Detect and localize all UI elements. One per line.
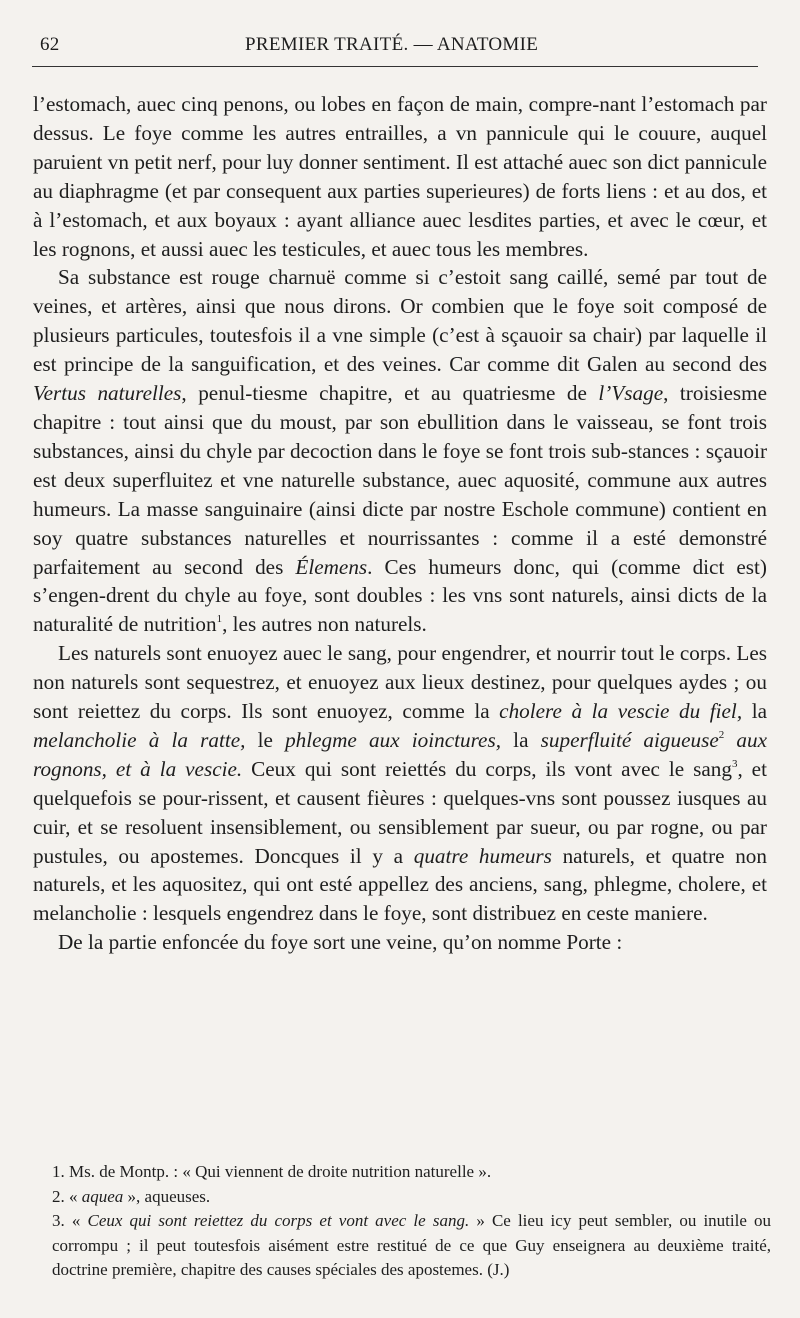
footnote-3 — [34, 1209, 771, 1283]
italic-title: Vertus naturelles — [33, 381, 182, 406]
text-run: Les naturels sont enuoyez auec le sang, pour engendrer, et nourrir tout le corps. Les non naturels sont sequestrez, et enuoyez aux lieux destinez, pour quelques aydes ; ou sont reiettez du corps. Ils sont enuoyez, comme la — [33, 641, 767, 724]
text-run: » Ce lieu icy peut sembler, ou inutile ou corrompu ; il peut toutesfois aisément estre restitué de ce que Guy enseignera au deuxième traité, doctrine première, chapitre des causes spéciales des apostemes. (J.) — [52, 1211, 772, 1279]
text-run: Sa substance est rouge charnuë comme si c’estoit sang caillé, semé par tout de veines, et artères, ainsi que nous dirons. Or combien que le foye soit composé de plusieurs particules, toutesfois il a vne simple (c’est à sçauoir sa chair) par laquelle il est principe de la sanguification, et des veines. Car comme dit Galen au second des — [33, 265, 767, 377]
italic-phrase: quatre humeurs — [413, 843, 552, 868]
page-number: 62 — [40, 34, 60, 55]
text-run: , penul-tiesme chapitre, et au quatriesme de — [181, 381, 599, 406]
italic-phrase: aquea — [81, 1186, 124, 1206]
text-run: 2. « — [52, 1186, 82, 1206]
paragraph-1: l’estomach, auec cinq penons, ou lobes en façon de main, compre-nant l’estomach par dessus. Le foye comme les autres entrailles, a vn pannicule qui le couure, auquel paruient vn petit nerf, pour luy donner sentiment. Il est attaché auec son dict pannicule au diaphragme (et par consequent aux parties superieures) de forts liens : et au dos, et à l’estomach, et aux boyaux : ayant alliance auec lesdites parties, et avec le cœur, et les rognons, et aussi auec les testicules, et auec tous les membres. — [33, 92, 767, 261]
footnote-marker: 1 — [216, 613, 223, 626]
text-run: , et quelquefois se pour-rissent, et causent fièures : quelques-vns sont poussez iusques au cuir, et se resoluent insensiblement, ou sensiblement par sueur, ou par rogne, ou par pustules, ou apostemes. Doncques il y a — [33, 756, 767, 868]
paragraph-2 — [33, 263, 767, 639]
italic-title: l’Vsage — [598, 381, 664, 406]
running-header — [32, 34, 758, 62]
paragraph-3 — [33, 639, 767, 928]
text-run: , les autres non naturels. — [222, 612, 427, 637]
footnote-2 — [34, 1185, 771, 1210]
main-text — [33, 90, 767, 957]
header-rule — [32, 66, 758, 67]
footnotes — [34, 1160, 771, 1283]
paragraph-4: De la partie enfoncée du foye sort une veine, qu’on nomme Porte : — [58, 930, 623, 955]
running-title: PREMIER TRAITÉ. — ANATOMIE — [245, 34, 539, 55]
text-run: naturels, et quatre non naturels, et les aquositez, qui ont esté appellez des anciens, sang, phlegme, cholere, et melancholie : lesquels engendrez dans le foye, sont distribuez en ceste maniere. — [33, 843, 767, 926]
italic-phrase: superfluité aigueuse — [540, 727, 719, 752]
footnote-marker: 2 — [718, 728, 725, 741]
italic-phrase: Ceux qui sont reiettez du corps et vont avec le sang. — [87, 1211, 470, 1230]
footnote-1: 1. Ms. de Montp. : « Qui viennent de droite nutrition naturelle ». — [52, 1162, 492, 1181]
text-run: », aqueuses. — [123, 1186, 211, 1206]
italic-phrase: cholere à la vescie du fiel, — [499, 699, 743, 724]
italic-phrase: melancholie à la ratte, — [33, 727, 246, 752]
footnote-marker: 3 — [731, 757, 738, 770]
italic-phrase: aux rognons, et à la vescie. — [33, 727, 768, 781]
italic-phrase: phlegme aux ioinctures, — [285, 727, 502, 752]
text-run: . Ces humeurs donc, qui (comme dict est) s’engen-drent du chyle au foye, sont doubles : les vns sont naturels, ainsi dicts de la naturalité de nutrition — [33, 554, 767, 637]
text-run: , troisiesme chapitre : tout ainsi que du moust, par son ebullition dans le vaisseau, se font trois substances, ainsi du chyle par decoction dans le foye se font trois sub-stances : sçauoir est deux superfluitez et vne naturelle substance, auec aquosité, commune aux autres humeurs. La masse sanguinaire (ainsi dicte par nostre Eschole commune) contient en soy quatre substances naturelles et nourrissantes : comme il a esté demonstré parfaitement au second des — [33, 381, 768, 579]
text-run: la — [501, 727, 541, 752]
italic-title: Élemens — [295, 554, 368, 579]
text-run: 3. « — [52, 1211, 88, 1230]
text-run: le — [245, 727, 286, 752]
text-run: la — [742, 699, 767, 724]
text-run — [724, 728, 736, 752]
text-run: Ceux qui sont reiettés du corps, ils vont avec le sang — [242, 756, 732, 781]
